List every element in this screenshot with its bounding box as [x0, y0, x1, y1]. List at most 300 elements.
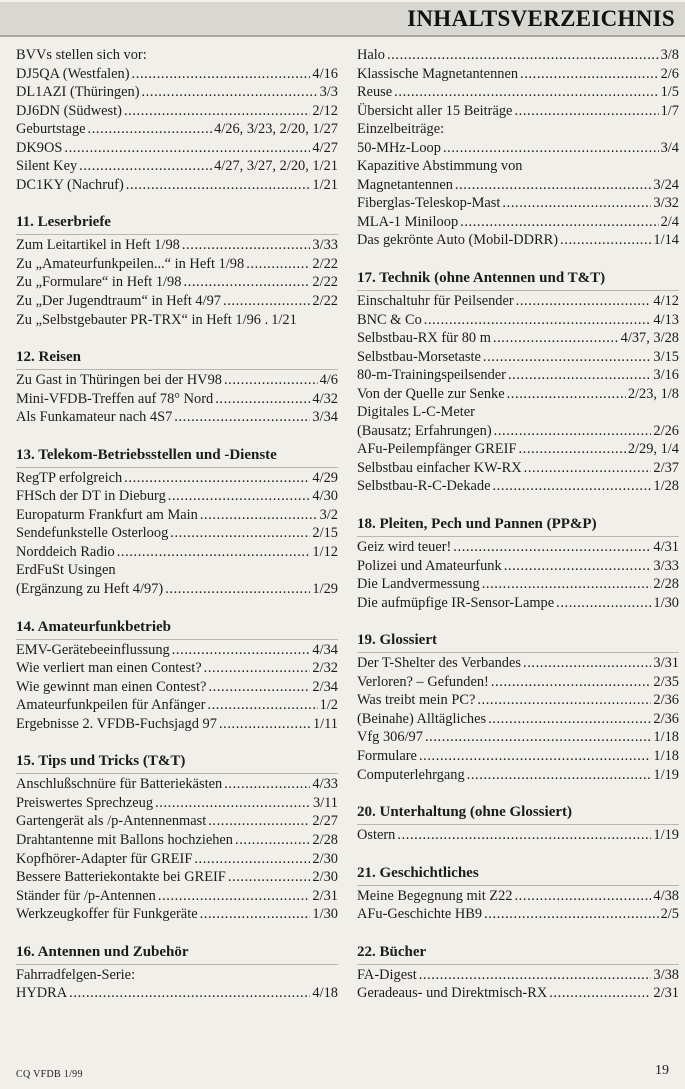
toc-entry: [357, 826, 679, 845]
dot-leader: [508, 366, 651, 385]
entry-title: Amateurfunkpeilen für Anfänger: [16, 697, 206, 714]
toc-entry: [357, 213, 679, 232]
dot-leader: [246, 255, 310, 274]
toc-section: [357, 269, 679, 496]
toc-entry: [357, 575, 679, 594]
dot-leader: [208, 812, 310, 831]
entry-page: 3/31: [653, 655, 679, 672]
toc-entry: [16, 292, 338, 311]
entry-title: Zum Leitartikel in Heft 1/98: [16, 237, 180, 254]
toc-entry: [16, 794, 338, 813]
entry-page: 3/34: [312, 409, 338, 426]
entry-page: 4/26, 3/23, 2/20, 1/27: [214, 121, 338, 138]
toc-entry: [357, 139, 679, 158]
toc-entry: [16, 543, 338, 562]
dot-leader: [200, 905, 311, 924]
dot-leader: [419, 966, 652, 985]
entry-title: Selbstbau einfacher KW-RX: [357, 459, 522, 476]
toc-entry: [16, 812, 338, 831]
entry-page: 1/5: [660, 84, 679, 101]
entry-title: Kopfhörer-Adapter für GREIF: [16, 850, 193, 867]
entry-title: Zu „Amateurfunkpeilen...“ in Heft 1/98: [16, 255, 245, 272]
page-header: [0, 2, 685, 37]
dot-leader: [174, 408, 310, 427]
toc-entry: [16, 273, 338, 292]
entry-page: 1/7: [660, 102, 679, 119]
entry-title: (Bausatz; Erfahrungen): [357, 422, 492, 439]
dot-leader: [504, 557, 652, 576]
toc-section: [357, 943, 679, 1003]
entry-title: Von der Quelle zur Senke: [357, 385, 505, 402]
toc-entry: [16, 850, 338, 869]
entry-title: Ergebnisse 2. VFDB-Fuchsjagd 97: [16, 715, 217, 732]
toc-entry: [357, 557, 679, 576]
entry-page: 2/23, 1/8: [627, 385, 679, 402]
entry-page: 1/21: [312, 176, 338, 193]
toc-section: [16, 446, 338, 599]
entry-title: Selbstbau-Morsetaste: [357, 348, 481, 365]
entry-page: 1/18: [653, 729, 679, 746]
toc-entry: [357, 728, 679, 747]
entry-page: 1/2: [319, 697, 338, 714]
entry-page: 3/3: [319, 84, 338, 101]
entry-page: 2/31: [312, 887, 338, 904]
toc-entry: [357, 422, 679, 441]
section-title: 12. Reisen: [16, 348, 338, 370]
entry-page: 3/33: [312, 237, 338, 254]
entry-title: Geradeaus- und Direktmisch-RX: [357, 985, 548, 1002]
dot-leader: [170, 524, 310, 543]
toc-entry: [16, 580, 338, 599]
toc-entry: [16, 984, 338, 1003]
dot-leader: [484, 905, 659, 924]
entry-title: Preiswertes Sprechzeug: [16, 794, 154, 811]
dot-leader: [514, 887, 651, 906]
toc-entry: [16, 236, 338, 255]
page-number: 19: [655, 1063, 669, 1078]
page-title: INHALTSVERZEICHNIS: [407, 6, 675, 31]
entry-title: Formulare: [357, 747, 417, 764]
section-title: 21. Geschichtliches: [357, 864, 679, 886]
toc-entry: [357, 231, 679, 250]
entry-page: 3/38: [653, 966, 679, 983]
entry-title: 50-MHz-Loop: [357, 139, 441, 156]
dot-leader: [502, 194, 651, 213]
toc-entry: [16, 487, 338, 506]
toc-entry: [16, 905, 338, 924]
entry-title: Zu „Formulare“ in Heft 1/98: [16, 274, 182, 291]
toc-entry: [16, 868, 338, 887]
dot-leader: [397, 826, 651, 845]
toc-entry: [357, 710, 679, 729]
toc-section: [357, 515, 679, 612]
toc-entry: [357, 887, 679, 906]
entry-page: 4/34: [312, 641, 338, 658]
right-column: [357, 46, 679, 1003]
entry-page: 2/22: [312, 293, 338, 310]
section-title: 15. Tips und Tricks (T&T): [16, 752, 338, 774]
entry-title: Als Funkamateur nach 4S7: [16, 409, 173, 426]
entry-page: 3/33: [653, 557, 679, 574]
entry-page: 1/30: [312, 906, 338, 923]
toc-entry: [357, 311, 679, 330]
dot-leader: [524, 459, 652, 478]
entry-title: FA-Digest: [357, 966, 417, 983]
entry-page: 4/27: [312, 139, 338, 156]
dot-leader: [224, 775, 310, 794]
entry-page: 1/18: [653, 747, 679, 764]
entry-page: 4/13: [653, 311, 679, 328]
entry-title: Bessere Batteriekontakte bei GREIF: [16, 869, 226, 886]
toc-entry: [16, 390, 338, 409]
dot-leader: [194, 850, 310, 869]
section-title: 19. Glossiert: [357, 631, 679, 653]
toc-entry: [16, 102, 338, 121]
entry-title: Zu „Der Jugendtraum“ in Heft 4/97: [16, 293, 222, 310]
dot-leader: [223, 292, 310, 311]
entry-title: Der T-Shelter des Verbandes: [357, 655, 521, 672]
entry-title: Werkzeugkoffer für Funkgeräte: [16, 906, 198, 923]
entry-title: Selbstbau-RX für 80 m: [357, 330, 491, 347]
toc-entry: [357, 766, 679, 785]
dot-leader: [492, 477, 651, 496]
toc-entry: [357, 966, 679, 985]
entry-title: Zu Gast in Thüringen bei der HV98: [16, 372, 222, 389]
toc-entry: [16, 83, 338, 102]
toc-section: [357, 46, 679, 250]
entry-title: Anschlußschnüre für Batteriekästen: [16, 776, 223, 793]
dot-leader: [132, 65, 311, 84]
toc-entry: [16, 715, 338, 734]
toc-entry: [16, 311, 338, 330]
toc-entry: [357, 673, 679, 692]
entry-title: BNC & Co: [357, 311, 422, 328]
toc-entry: [357, 329, 679, 348]
entry-title: Was treibt mein PC?: [357, 692, 476, 709]
entry-title: Drahtantenne mit Ballons hochziehen: [16, 831, 233, 848]
dot-leader: [88, 120, 213, 139]
entry-title: Ständer für /p-Antennen: [16, 887, 156, 904]
dot-leader: [215, 390, 310, 409]
toc-entry: [357, 83, 679, 102]
dot-leader: [467, 766, 652, 785]
dot-leader: [158, 887, 311, 906]
entry-page: 2/12: [312, 102, 338, 119]
toc-entry: [16, 678, 338, 697]
toc-entry: [357, 366, 679, 385]
entry-page: 2/4: [660, 213, 679, 230]
dot-leader: [387, 46, 659, 65]
toc-section: [357, 631, 679, 784]
toc-entry: [16, 157, 338, 176]
toc-heading-line: Fahrradfelgen-Serie:: [16, 966, 136, 983]
left-column: [16, 46, 338, 1003]
toc-heading-line: Kapazitive Abstimmung von: [357, 158, 523, 175]
dot-leader: [523, 654, 651, 673]
entry-title: MLA-1 Miniloop: [357, 213, 459, 230]
entry-page: 1/19: [653, 827, 679, 844]
entry-page: 1/12: [312, 543, 338, 560]
dot-leader: [453, 538, 651, 557]
dot-leader: [165, 580, 310, 599]
entry-title: Polizei und Amateurfunk: [357, 557, 502, 574]
section-title: 16. Antennen und Zubehör: [16, 943, 338, 965]
dot-leader: [425, 728, 651, 747]
toc-entry: [357, 348, 679, 367]
dot-leader: [424, 311, 652, 330]
toc-entry: [16, 139, 338, 158]
entry-page: 2/15: [312, 525, 338, 542]
entry-title: AFu-Geschichte HB9: [357, 906, 483, 923]
dot-leader: [520, 65, 659, 84]
dot-leader: [172, 641, 311, 660]
entry-page: 1/21: [271, 311, 297, 328]
entry-page: 4/29: [312, 469, 338, 486]
toc-entry: [16, 255, 338, 274]
dot-leader: [556, 594, 651, 613]
section-title: 14. Amateurfunkbetrieb: [16, 618, 338, 640]
toc-entry: [16, 371, 338, 390]
toc-section: [16, 943, 338, 1003]
section-title: 13. Telekom-Betriebsstellen und -Dienste: [16, 446, 338, 468]
entry-title: Übersicht aller 15 Beiträge: [357, 102, 513, 119]
dot-leader: [64, 139, 310, 158]
entry-page: 2/31: [653, 985, 679, 1002]
entry-title: Das gekrönte Auto (Mobil-DDRR): [357, 232, 559, 249]
toc-entry: [357, 102, 679, 121]
toc-entry: [16, 408, 338, 427]
entry-page: 2/5: [660, 906, 679, 923]
entry-title: Ostern: [357, 827, 396, 844]
entry-page: 2/27: [312, 813, 338, 830]
entry-title: HYDRA: [16, 985, 68, 1002]
entry-page: 1/14: [653, 232, 679, 249]
entry-title: Meine Begegnung mit Z22: [357, 887, 513, 904]
section-title: 11. Leserbriefe: [16, 213, 338, 235]
entry-page: 1/29: [312, 581, 338, 598]
entry-page: 2/30: [312, 869, 338, 886]
dot-leader: [141, 83, 317, 102]
dot-leader: [207, 696, 317, 715]
entry-page: 2/36: [653, 710, 679, 727]
dot-leader: [494, 422, 652, 441]
entry-page: 3/2: [319, 506, 338, 523]
toc-section: [357, 803, 679, 845]
entry-title: (Beinahe) Alltägliches: [357, 710, 487, 727]
toc-heading-line: BVVs stellen sich vor:: [16, 47, 147, 63]
entry-title: Verloren? – Gefunden!: [357, 673, 489, 690]
toc-entry: [16, 775, 338, 794]
dot-leader: [183, 273, 310, 292]
toc-entry: [357, 905, 679, 924]
toc-entry: [16, 65, 338, 84]
dot-leader: [477, 691, 651, 710]
dot-leader: [460, 213, 658, 232]
dot-leader: [79, 157, 212, 176]
entry-title: Die aufmüpfige IR-Sensor-Lampe: [357, 594, 555, 611]
dot-leader: [69, 984, 310, 1003]
dot-leader: [228, 868, 311, 887]
entry-page: 3/32: [653, 195, 679, 212]
toc-entry: [16, 176, 338, 195]
entry-title: Selbstbau-R-C-Dekade: [357, 478, 491, 495]
dot-leader: [488, 710, 651, 729]
section-title: 20. Unterhaltung (ohne Glossiert): [357, 803, 679, 825]
entry-title: Die Landvermessung: [357, 576, 480, 593]
entry-page: 2/6: [660, 65, 679, 82]
dot-leader: [204, 659, 311, 678]
entry-page: 1/19: [653, 766, 679, 783]
dot-leader: [518, 440, 625, 459]
entry-title: Magnetantennen: [357, 176, 453, 193]
entry-title: Geburtstage: [16, 121, 86, 138]
dot-leader: [208, 678, 310, 697]
entry-title: Halo: [357, 47, 385, 63]
toc-entry: [16, 887, 338, 906]
entry-page: 4/6: [319, 372, 338, 389]
entry-page: 4/16: [312, 65, 338, 82]
entry-page: 2/30: [312, 850, 338, 867]
entry-page: 4/32: [312, 390, 338, 407]
entry-page: 2/32: [312, 660, 338, 677]
dot-leader: [493, 329, 619, 348]
toc-entry: [357, 194, 679, 213]
dot-leader: [419, 747, 651, 766]
dot-leader: [126, 176, 311, 195]
toc-entry: [16, 641, 338, 660]
entry-title: DK9OS: [16, 139, 63, 156]
entry-title: Wie gewinnt man einen Contest?: [16, 678, 207, 695]
toc-heading-line: Digitales L-C-Meter: [357, 404, 475, 421]
dot-leader: [124, 469, 310, 488]
toc-entry: [16, 120, 338, 139]
toc-section: [16, 213, 338, 329]
dot-leader: [483, 348, 652, 367]
section-title: 18. Pleiten, Pech und Pannen (PP&P): [357, 515, 679, 537]
entry-page: 4/37, 3/28: [620, 330, 679, 347]
toc-section: [357, 864, 679, 924]
toc-entry: [357, 538, 679, 557]
entry-page: 1/28: [653, 478, 679, 495]
entry-title: Zu „Selbstgebauter PR-TRX“ in Heft 1/96 .: [16, 311, 269, 328]
entry-page: 1/30: [653, 594, 679, 611]
section-title: 22. Bücher: [357, 943, 679, 965]
entry-page: 4/30: [312, 488, 338, 505]
toc-entry: [16, 524, 338, 543]
toc-entry: [357, 984, 679, 1003]
toc-entry: [357, 691, 679, 710]
toc-entry: [16, 831, 338, 850]
entry-title: Reuse: [357, 84, 393, 101]
dot-leader: [443, 139, 659, 158]
toc-entry: [357, 385, 679, 404]
toc-entry: [357, 459, 679, 478]
dot-leader: [514, 102, 658, 121]
entry-title: Silent Key: [16, 158, 78, 175]
toc-section: [16, 752, 338, 923]
entry-page: 3/8: [660, 47, 679, 63]
entry-title: Geiz wird teuer!: [357, 539, 452, 556]
entry-title: 80-m-Trainingspeilsender: [357, 367, 506, 384]
toc-section: [16, 46, 338, 194]
dot-leader: [455, 176, 652, 195]
toc-entry: [357, 477, 679, 496]
toc-entry: [357, 747, 679, 766]
dot-leader: [168, 487, 311, 506]
entry-title: Vfg 306/97: [357, 729, 423, 746]
entry-title: Mini-VFDB-Treffen auf 78° Nord: [16, 390, 214, 407]
entry-title: Einschaltuhr für Peilsender: [357, 293, 514, 310]
toc-section: [16, 348, 338, 427]
entry-title: Wie verliert man einen Contest?: [16, 660, 202, 677]
entry-page: 2/37: [653, 459, 679, 476]
dot-leader: [219, 715, 311, 734]
entry-title: EMV-Gerätebeeinflussung: [16, 641, 170, 658]
entry-title: Klassische Magnetantennen: [357, 65, 519, 82]
entry-title: Gartengerät als /p-Antennenmast: [16, 813, 207, 830]
dot-leader: [117, 543, 311, 562]
toc-entry: [357, 46, 679, 65]
dot-leader: [516, 292, 652, 311]
toc-section: [16, 618, 338, 734]
entry-title: (Ergänzung zu Heft 4/97): [16, 581, 164, 598]
toc-entry: [357, 440, 679, 459]
dot-leader: [549, 984, 651, 1003]
dot-leader: [200, 506, 318, 525]
entry-page: 2/22: [312, 274, 338, 291]
dot-leader: [491, 673, 652, 692]
entry-page: 4/12: [653, 293, 679, 310]
entry-title: AFu-Peilempfänger GREIF: [357, 441, 517, 458]
toc-heading-line: Einzelbeiträge:: [357, 121, 445, 138]
toc-heading-line: ErdFuSt Usingen: [16, 562, 116, 579]
entry-page: 2/28: [312, 831, 338, 848]
dot-leader: [507, 385, 626, 404]
entry-title: DJ6DN (Südwest): [16, 102, 122, 119]
entry-page: 2/26: [653, 422, 679, 439]
toc-entry: [357, 594, 679, 613]
toc-entry: [357, 654, 679, 673]
entry-title: DC1KY (Nachruf): [16, 176, 124, 193]
section-title: 17. Technik (ohne Antennen und T&T): [357, 269, 679, 291]
entry-page: 4/18: [312, 985, 338, 1002]
entry-page: 1/11: [312, 715, 338, 732]
dot-leader: [224, 371, 318, 390]
entry-page: 3/4: [660, 139, 679, 156]
entry-page: 2/35: [653, 673, 679, 690]
entry-page: 3/11: [312, 794, 338, 811]
entry-page: 3/16: [653, 367, 679, 384]
entry-page: 4/31: [653, 539, 679, 556]
toc-entry: [16, 469, 338, 488]
dot-leader: [394, 83, 658, 102]
toc-entry: [357, 292, 679, 311]
toc-entry: [16, 506, 338, 525]
toc-entry: [357, 176, 679, 195]
entry-title: DL1AZI (Thüringen): [16, 84, 140, 101]
entry-page: 4/27, 3/27, 2/20, 1/21: [214, 158, 338, 175]
toc-entry: [357, 65, 679, 84]
entry-title: FHSch der DT in Dieburg: [16, 488, 166, 505]
entry-title: Computerlehrgang: [357, 766, 465, 783]
dot-leader: [482, 575, 652, 594]
dot-leader: [155, 794, 311, 813]
entry-title: RegTP erfolgreich: [16, 469, 123, 486]
dot-leader: [124, 102, 310, 121]
dot-leader: [182, 236, 311, 255]
entry-title: Sendefunkstelle Osterloog: [16, 525, 169, 542]
entry-page: 3/24: [653, 176, 679, 193]
